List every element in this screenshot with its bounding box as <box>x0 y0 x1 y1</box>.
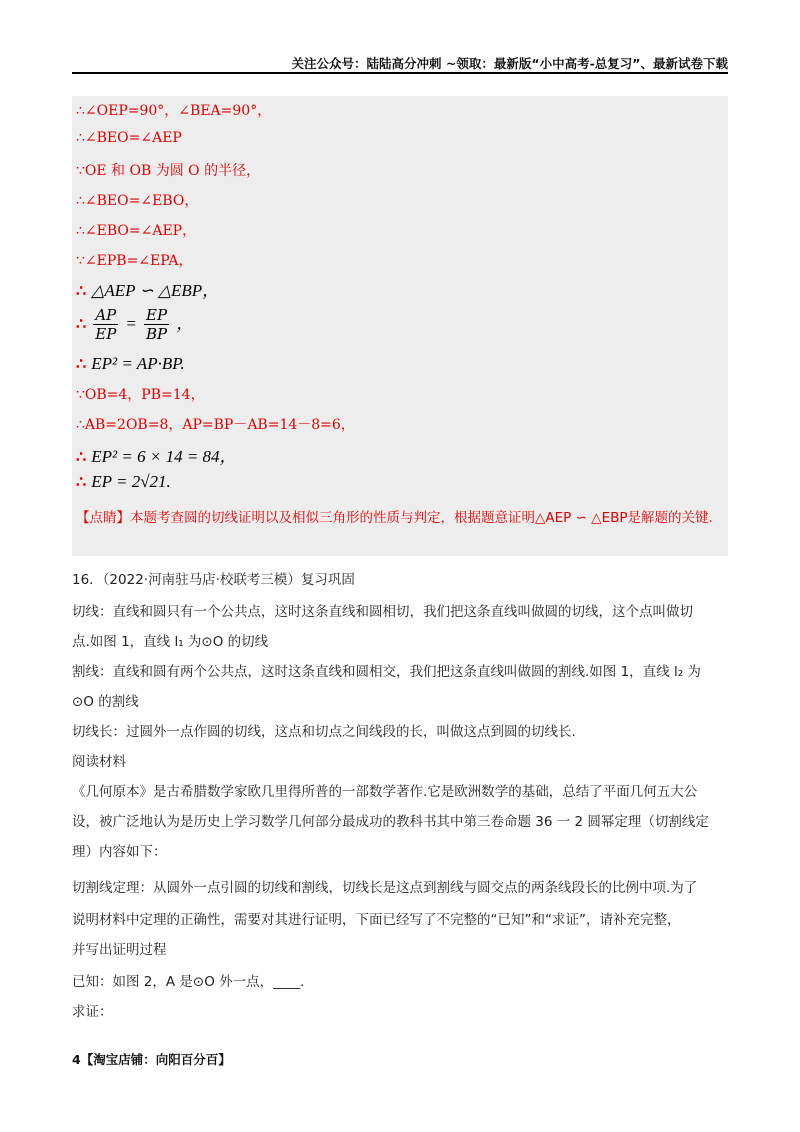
ep-result-line <box>76 472 171 492</box>
solution-line-2: ∴∠BEO=∠AEP <box>76 130 182 146</box>
ep-value-line <box>76 442 237 467</box>
problem-title: 16．（2022·河南驻马店·校联考三模）复习巩固 <box>72 572 355 588</box>
solution-line-6: ∵∠EPB=∠EPA， <box>76 253 193 269</box>
therefore-symbol: ∴ <box>76 314 87 333</box>
solution-line-ab: ∴AB=2OB=8，AP=BP－AB=14－8=6， <box>76 417 355 433</box>
page-footer: 4【淘宝店铺：向阳百分百】 <box>72 1052 231 1067</box>
problem-line: 理）内容如下： <box>72 844 167 860</box>
problem-line: 切线长：过圆外一点作圆的切线，这点和切点之间线段的长，叫做这点到圆的切线长. <box>72 724 576 740</box>
fraction-numerator: AP <box>93 306 118 325</box>
ep-result-text: EP = 2√21. <box>91 472 171 491</box>
problem-line: 切割线定理：从圆外一点引圆的切线和割线，切线长是这点到割线与圆交点的两条线段长的比例中项.为了 <box>72 880 698 896</box>
fraction-denominator: BP <box>146 325 168 343</box>
therefore-symbol: ∴ <box>76 354 87 373</box>
problem-line: 并写出证明过程 <box>72 942 167 958</box>
section-heading-reading: 阅读材料 <box>72 754 126 770</box>
fraction-left <box>93 306 118 343</box>
problem-line: 设，被广泛地认为是历史上学习数学几何部分最成功的教科书其中第三卷命题 36 一 2 圆幂定理（切割线定 <box>72 814 709 830</box>
ep-value-text: EP² = 6 × 14 = 84， <box>91 447 237 466</box>
proportion-line: ∴ $\frac{AP}{EP}$ = $\frac{EP}{BP}$ ， <box>76 306 194 343</box>
problem-line: 割线：直线和圆有两个公共点，这时这条直线和圆相交，我们把这条直线叫做圆的割线.如图 1，直线 l₂ 为 <box>72 664 701 680</box>
problem-line: 《几何原本》是古希腊数学家欧几里得所普的一部数学著作.它是欧洲数学的基础，总结了平面几何五大公 <box>72 784 698 800</box>
problem-line: 说明材料中定理的正确性，需要对其进行证明，下面已经写了不完整的“已知”和“求证”，请补充完整， <box>72 912 681 928</box>
ep-squared-text: EP² = AP·BP. <box>91 354 185 373</box>
problem-line: ⊙O 的割线 <box>72 694 139 710</box>
therefore-symbol: ∴ <box>76 472 87 491</box>
ep-squared-line <box>76 354 185 374</box>
similar-triangles-line <box>76 276 219 301</box>
therefore-symbol: ∴ <box>76 281 87 300</box>
solution-line-4: ∴∠BEO=∠EBO， <box>76 193 199 209</box>
key-point-note: 【点睛】本题考查圆的切线证明以及相似三角形的性质与判定，根据题意证明△AEP ∽ △EBP是解题的关键. <box>76 510 713 526</box>
page-header: 关注公众号：陆陆高分冲刺 ~领取：最新版“小中高考-总复习”、最新试卷下载 <box>291 56 728 71</box>
prove-line: 求证： <box>72 1004 113 1020</box>
known-condition-line: 已知：如图 2，A 是⊙O 外一点，____. <box>72 974 305 990</box>
problem-line: 点.如图 1，直线 l₁ 为⊙O 的切线 <box>72 634 269 650</box>
fraction-denominator: EP <box>95 325 117 343</box>
solution-line-given: ∵OB=4，PB=14， <box>76 387 205 403</box>
fraction-numerator: EP <box>144 306 169 325</box>
therefore-symbol: ∴ <box>76 447 87 466</box>
problem-line: 切线：直线和圆只有一个公共点，这时这条直线和圆相切，我们把这条直线叫做圆的切线，这个点叫做切 <box>72 604 693 620</box>
comma: ， <box>176 314 194 333</box>
solution-block <box>72 96 728 556</box>
solution-line-3: ∵OE 和 OB 为圆 O 的半径， <box>76 163 261 179</box>
fraction-right <box>144 306 169 343</box>
solution-line-5: ∴∠EBO=∠AEP， <box>76 223 197 239</box>
similar-triangles-text: △AEP ∽ △EBP， <box>91 281 220 300</box>
solution-line-1: ∴∠OEP=90°，∠BEA=90°， <box>76 103 272 119</box>
header-rule <box>72 72 728 74</box>
